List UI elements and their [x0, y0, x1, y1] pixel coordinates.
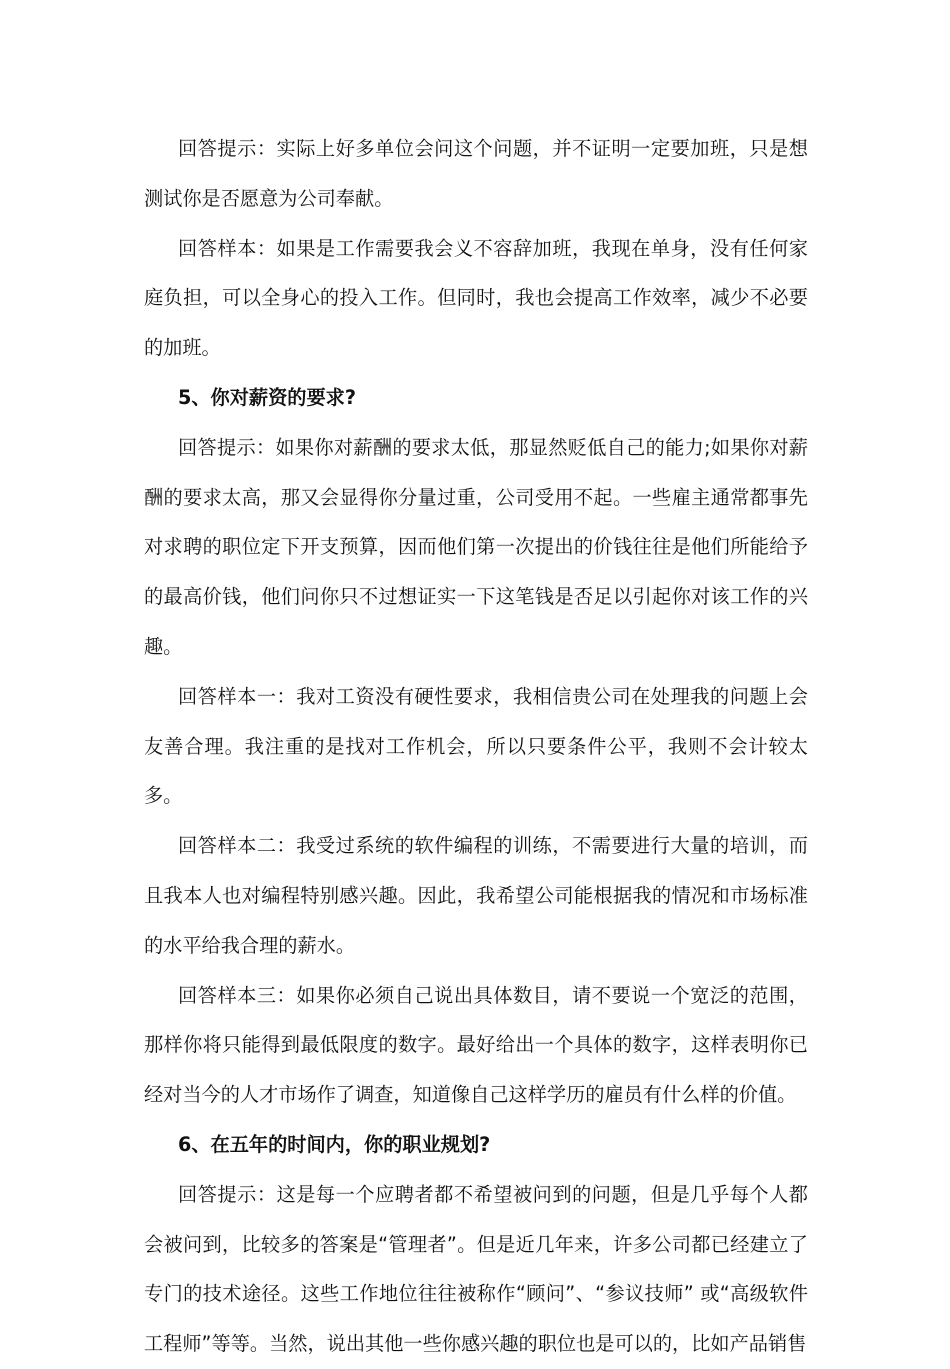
- paragraph-answer-sample-one: 回答样本一：我对工资没有硬性要求，我相信贵公司在处理我的问题上会友善合理。我注重的是找对工作机会，所以只要条件公平，我则不会计较太多。: [144, 684, 808, 808]
- document-body: [144, 124, 808, 1369]
- paragraph-answer-sample-two: 回答样本二：我受过系统的软件编程的训练，不需要进行大量的培训，而且我本人也对编程特别感兴趣。因此，我希望公司能根据我的情况和市场标准的水平给我合理的薪水。: [144, 834, 808, 957]
- paragraph-answer-hint-salary: 回答提示：如果你对薪酬的要求太低，那显然贬低自己的能力;如果你对薪酬的要求太高，那又会显得你分量过重，公司受用不起。一些雇主通常都事先对求聘的职位定下开支预算，因而他们第一次提出的价钱往往是他们所能给予的最高价钱，他们问你只不过想证实一下这笔钱是否足以引起你对该工作的兴趣。: [144, 435, 808, 658]
- paragraph-answer-sample-overtime: 回答样本：如果是工作需要我会义不容辞加班，我现在单身，没有任何家庭负担，可以全身心的投入工作。但同时，我也会提高工作效率，减少不必要的加班。: [144, 236, 808, 360]
- question-heading-career-plan: 6、在五年的时间内，你的职业规划?: [178, 1132, 491, 1156]
- question-heading-salary: 5、你对薪资的要求?: [178, 385, 356, 409]
- paragraph-answer-hint-overtime: 回答提示：实际上好多单位会问这个问题，并不证明一定要加班，只是想测试你是否愿意为公司奉献。: [144, 137, 808, 210]
- paragraph-answer-sample-three: 回答样本三：如果你必须自己说出具体数目，请不要说一个宽泛的范围，那样你将只能得到最低限度的数字。最好给出一个具体的数字，这样表明你已经对当今的人才市场作了调查，知道像自己这样学历的雇员有什么样的价值。: [144, 983, 808, 1107]
- paragraph-answer-hint-career-plan: 回答提示：这是每一个应聘者都不希望被问到的问题，但是几乎每个人都会被问到，比较多的答案是“管理者”。但是近几年来，许多公司都已经建立了专门的技术途径。这些工作地位往往被称作“顾问”、“参议技师” 或“高级软件工程师”等等。当然，说出其他一些你感兴趣的职位也是可以的，比如产品销售: [144, 1182, 808, 1356]
